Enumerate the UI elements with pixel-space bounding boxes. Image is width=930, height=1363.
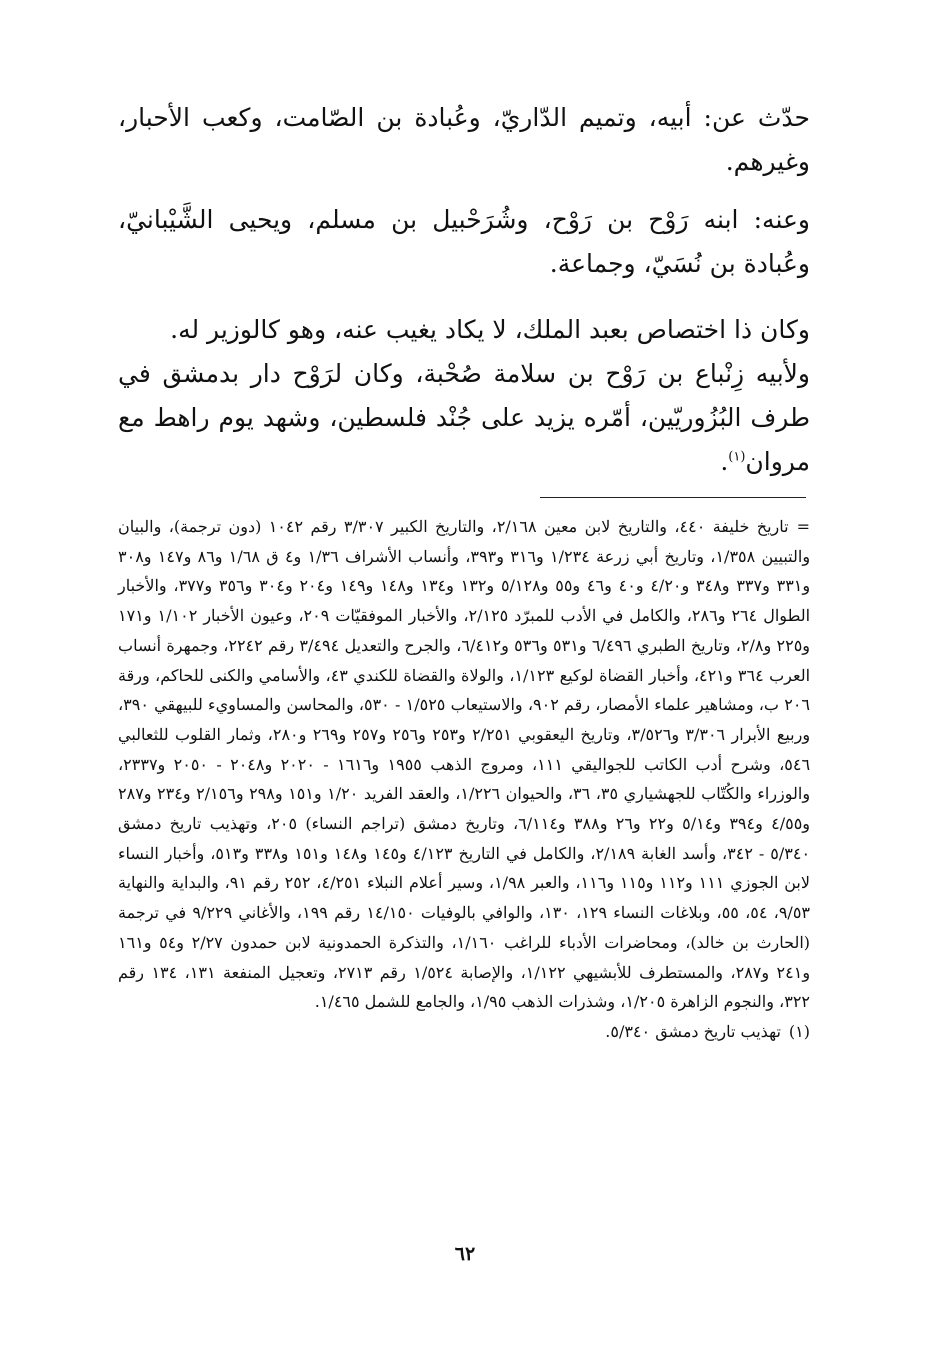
paragraph-abdulmalik: وكان ذا اختصاص بعبد الملك، لا يكاد يغيب عنه، وهو كالوزير له. <box>170 315 810 344</box>
footnote-1-text: تهذيب تاريخ دمشق ٥/٣٤٠. <box>605 1021 781 1041</box>
footnote-continuation-text: تاريخ خليفة ٤٤٠، والتاريخ لابن معين ٢/١٦٨، والتاريخ الكبير ٣/٣٠٧ رقم ١٠٤٢ (دون ترجمة)، والبيان والتبيين ١/٣٥٨، وتاريخ أبي زرعة ١/٢٣٤ و٣١٦ و٣٩٣، وأنساب الأشراف ١/٣٦ و٤ ق ١/٦٨ و٨٦ و١٤٧ و٣٠٨ و٣٣١ و٣٣٧ و٣٤٨ و٤/٢٠ و٤٠ و٤٦ و٥٥ و٥/١٢٨ و١٣٢ و١٣٤ و١٤٨ و١٤٩ و٢٠٤ و٣٠٤ و٣٥٦ و٣٧٧، والأخبار الطوال ٢٦٤ و٢٨٦، والكامل في الأدب للمبرّد ٢/١٢٥، والأخبار الموفقيّات ٢٠٩، وعيون الأخبار ١/١٠٢ و١٧١ و٢٢٥ و٢/٨، وتاريخ الطبري ٦/٤٩٦ و٥٣١ و٥٣٦ و٦/٤١٢، والجرح والتعديل ٣/٤٩٤ رقم ٢٢٤٢، وجمهرة أنساب العرب ٣٦٤ و٤٢١، وأخبار القضاة لوكيع ١/١٢٣، والولاة والقضاة للكندي ٤٣، والأسامي والكنى للحاكم، ورقة ٢٠٦ ب، ومشاهير علماء الأمصار، رقم ٩٠٢، والاستيعاب ١/٥٢٥ - ٥٣٠، والمحاسن والمساويء للبيهقي ٣٩٠، وربيع الأبرار ٣/٣٠٦ و٣/٥٢٦، وتاريخ اليعقوبي ٢/٢٥١ و٢٥٣ و٢٥٦ و٢٥٧ و٢٦٩ و٢٨٠، وثمار القلوب للثعالبي ٥٤٦، وشرح أدب الكاتب للجواليقي ١١١، ومروج الذهب ١٩٥٥ و١٦١٦ - ٢٠٢٠ و٢٠٤٨ - ٢٠٥٠ و٢٣٣٧، والوزراء والكُتّاب للجهشياري ٣٥، ٣٦، والحيوان ١/٢٢٦، والعقد الفريد ١/٢٠ و١٥١ و٢٩٨ و٢/١٥٦ و٢٣٤ و٢٨٧ و٤/٥٥ و٣٩٤ و٥/١٤ و٢٢ و٢٦ و٣٨٨ و٦/١١٤، وتاريخ دمشق (تراجم النساء) ٢٠٥، وتهذيب تاريخ دمشق ٥/٣٤٠ - ٣٤٢، وأسد الغابة ٢/١٨٩، والكامل في التاريخ ٤/١٢٣ و١٤٥ و١٤٨ و١٥١ و٣٣٨ و٥١٣، وأخبار النساء لابن الجوزي ١١١ و١١٢ و١١٥ و١١٦، والعبر ١/٩٨، وسير أعلام النبلاء ٤/٢٥١، ٢٥٢ رقم ٩١، والبداية والنهاية ٩/٥٣، ٥٤، ٥٥، وبلاغات النساء ١٢٩، ١٣٠، والوافي بالوفيات ١٤/١٥٠ رقم ١٩٩، والأغاني ٩/٢٢٩ في ترجمة (الحارث بن خالد)، ومحاضرات الأدباء للراغب ١/١٦٠، والتذكرة الحمدونية لابن حمدون ٢/٢٧ و٥٤ و١٦١ و٢٤١ و٢٨٧، والمستطرف للأبشيهي ١/١٢٢، والإصابة ١/٥٢٤ رقم ٢٧١٣، وتعجيل المنفعة ١٣١، ١٣٤ رقم ٣٢٢، والنجوم الزاهرة ١/٢٠٥، وشذرات الذهب ١/٩٥، والجامع للشمل ١/٤٦٥. <box>118 517 811 1012</box>
paragraph-zinba <box>118 352 810 484</box>
paragraph-end-mark: . <box>720 447 729 476</box>
footnote-reference: (١) <box>728 449 746 465</box>
main-text <box>118 96 810 484</box>
footnote-1-marker: (١) <box>788 1021 810 1041</box>
continuation-marker: = <box>796 517 811 536</box>
footnote-separator <box>540 497 806 498</box>
footnote-1 <box>118 1017 810 1047</box>
footnote-continuation <box>118 512 810 1017</box>
paragraph-zinba-text: ولأبيه زِنْباع بن رَوْح بن سلامة صُحْبة، وكان لرَوْح دار بدمشق في طرف البُزُوريّين، أمّره يزيد على جُنْد فلسطين، وشهد يوم راهط مع مروان <box>118 359 810 476</box>
paragraph-narrated-from: حدّث عن: أبيه، وتميم الدّاريّ، وعُبادة بن الصّامت، وكعب الأحبار، وغيرهم. <box>118 103 810 176</box>
page-number: ٦٢ <box>454 1243 476 1265</box>
footnotes <box>118 512 810 1047</box>
paragraph-narrators: وعنه: ابنه رَوْح بن رَوْح، وشُرَحْبيل بن مسلم، ويحيى الشَّيْبانيّ، وعُبادة بن نُسَيّ، وجماعة. <box>118 205 810 278</box>
